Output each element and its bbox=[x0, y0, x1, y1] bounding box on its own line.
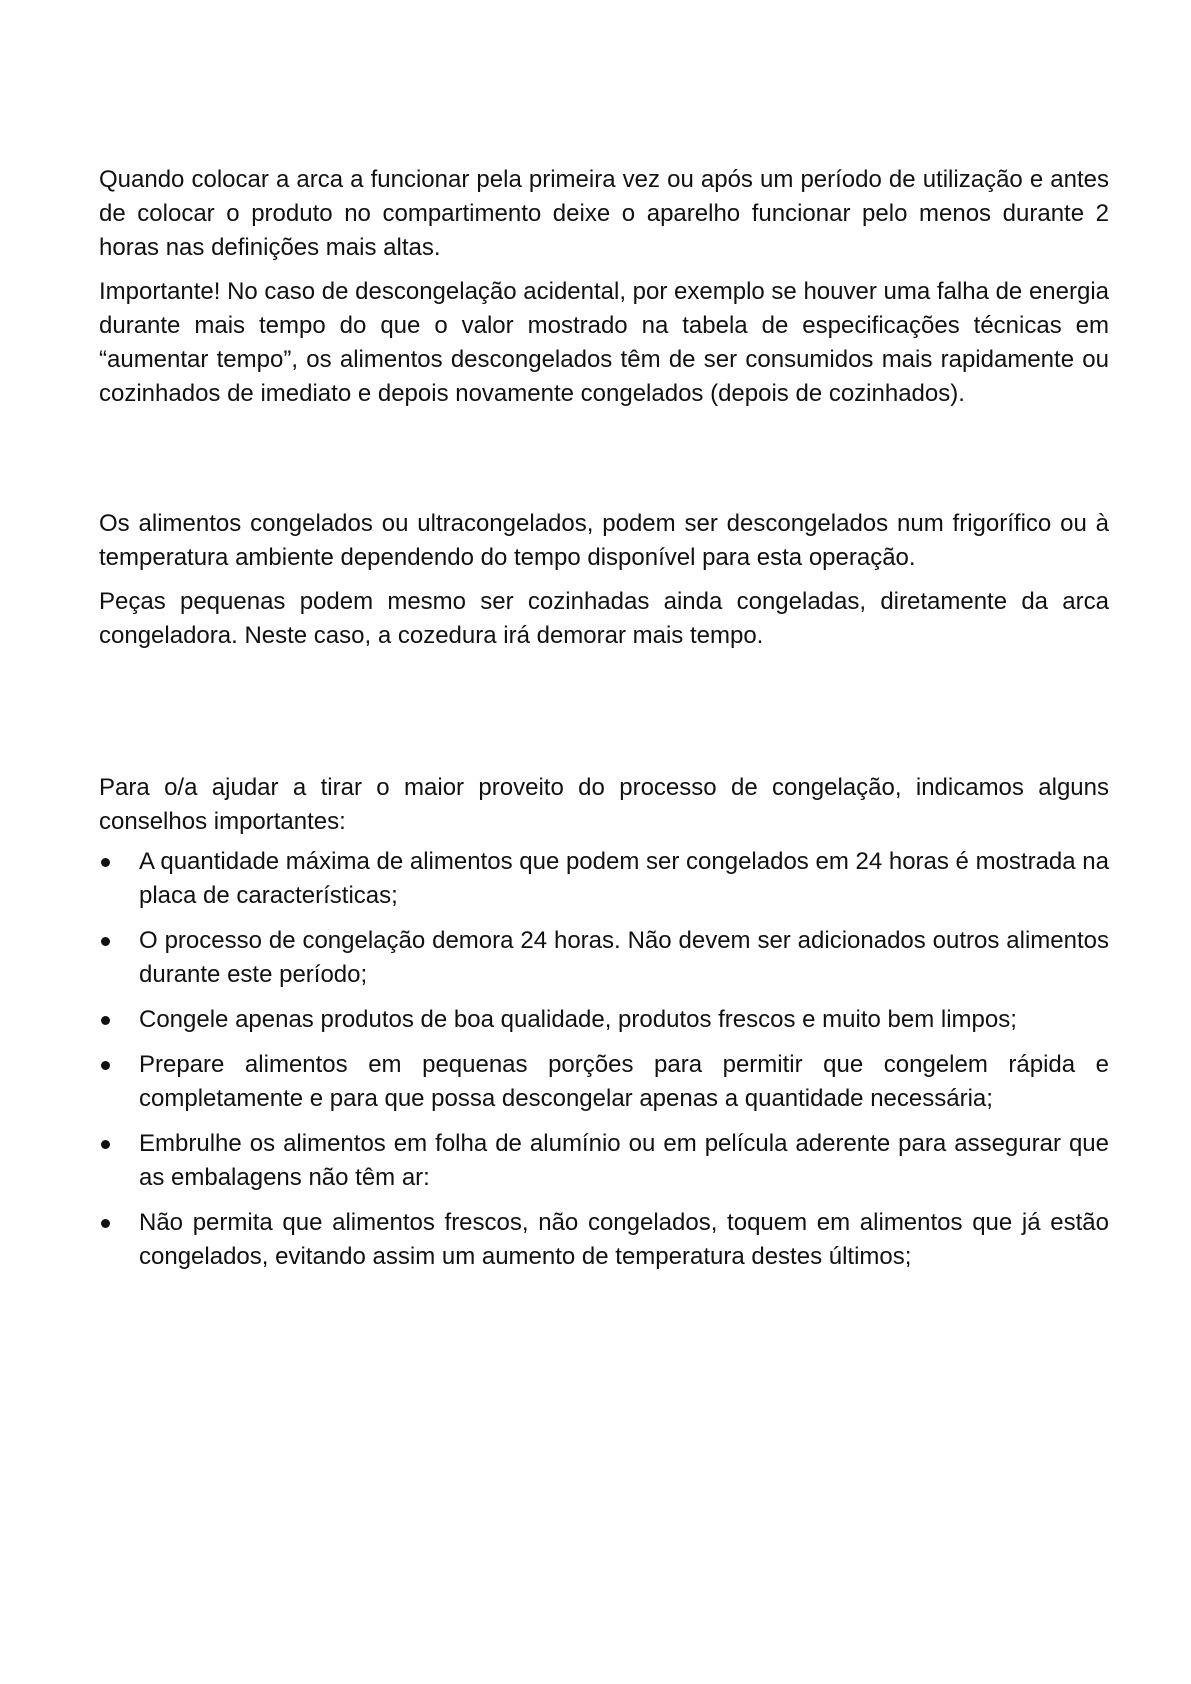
thawing-paragraph: Os alimentos congelados ou ultracongelados, podem ser descongelados num frigorífico ou à temperatura ambiente dependendo do tempo disponível para esta operação. bbox=[99, 510, 1109, 571]
list-item-text: Embrulhe os alimentos em folha de alumínio ou em película aderente para assegurar que as embalagens não têm ar: bbox=[139, 1130, 1109, 1191]
list-item bbox=[99, 1003, 1109, 1037]
list-item bbox=[99, 845, 1109, 913]
list-item bbox=[99, 1206, 1109, 1274]
section-freezing-tips bbox=[99, 771, 1109, 1274]
first-use-paragraph: Quando colocar a arca a funcionar pela primeira vez ou após um período de utilização e antes de colocar o produto no compartimento deixe o aparelho funcionar pelo menos durante 2 horas nas definições mais altas. bbox=[99, 166, 1109, 261]
list-item bbox=[99, 1127, 1109, 1195]
bullet-icon bbox=[101, 937, 110, 946]
section-thawing bbox=[99, 507, 1109, 653]
list-item bbox=[99, 924, 1109, 992]
bullet-icon bbox=[101, 1016, 110, 1025]
list-item-text: A quantidade máxima de alimentos que podem ser congelados em 24 horas é mostrada na placa de características; bbox=[139, 848, 1109, 909]
list-item-text: Congele apenas produtos de boa qualidade, produtos frescos e muito bem limpos; bbox=[139, 1006, 1017, 1033]
section-first-use bbox=[99, 163, 1109, 411]
page-content bbox=[99, 163, 1109, 1285]
list-item bbox=[99, 1048, 1109, 1116]
small-pieces-paragraph: Peças pequenas podem mesmo ser cozinhadas ainda congeladas, diretamente da arca congeladora. Neste caso, a cozedura irá demorar mais tempo. bbox=[99, 588, 1109, 649]
bullet-icon bbox=[101, 1140, 110, 1149]
bullet-icon bbox=[101, 1219, 110, 1228]
accidental-thawing-paragraph: Importante! No caso de descongelação acidental, por exemplo se houver uma falha de energia durante mais tempo do que o valor mostrado na tabela de especificações técnicas em “aumentar tempo”, os alimentos descongelados têm de ser consumidos mais rapidamente ou cozinhados de imediato e depois novamente congelados (depois de cozinhados). bbox=[99, 278, 1109, 407]
bullet-icon bbox=[101, 1061, 110, 1070]
list-item-text: Prepare alimentos em pequenas porções para permitir que congelem rápida e completamente e para que possa descongelar apenas a quantidade necessária; bbox=[139, 1051, 1109, 1112]
freezing-tips-list bbox=[99, 845, 1109, 1274]
freezing-tips-intro: Para o/a ajudar a tirar o maior proveito do processo de congelação, indicamos alguns conselhos importantes: bbox=[99, 774, 1109, 835]
list-item-text: O processo de congelação demora 24 horas. Não devem ser adicionados outros alimentos durante este período; bbox=[139, 927, 1109, 988]
bullet-icon bbox=[101, 858, 110, 867]
list-item-text: Não permita que alimentos frescos, não congelados, toquem em alimentos que já estão congelados, evitando assim um aumento de temperatura destes últimos; bbox=[139, 1209, 1109, 1270]
